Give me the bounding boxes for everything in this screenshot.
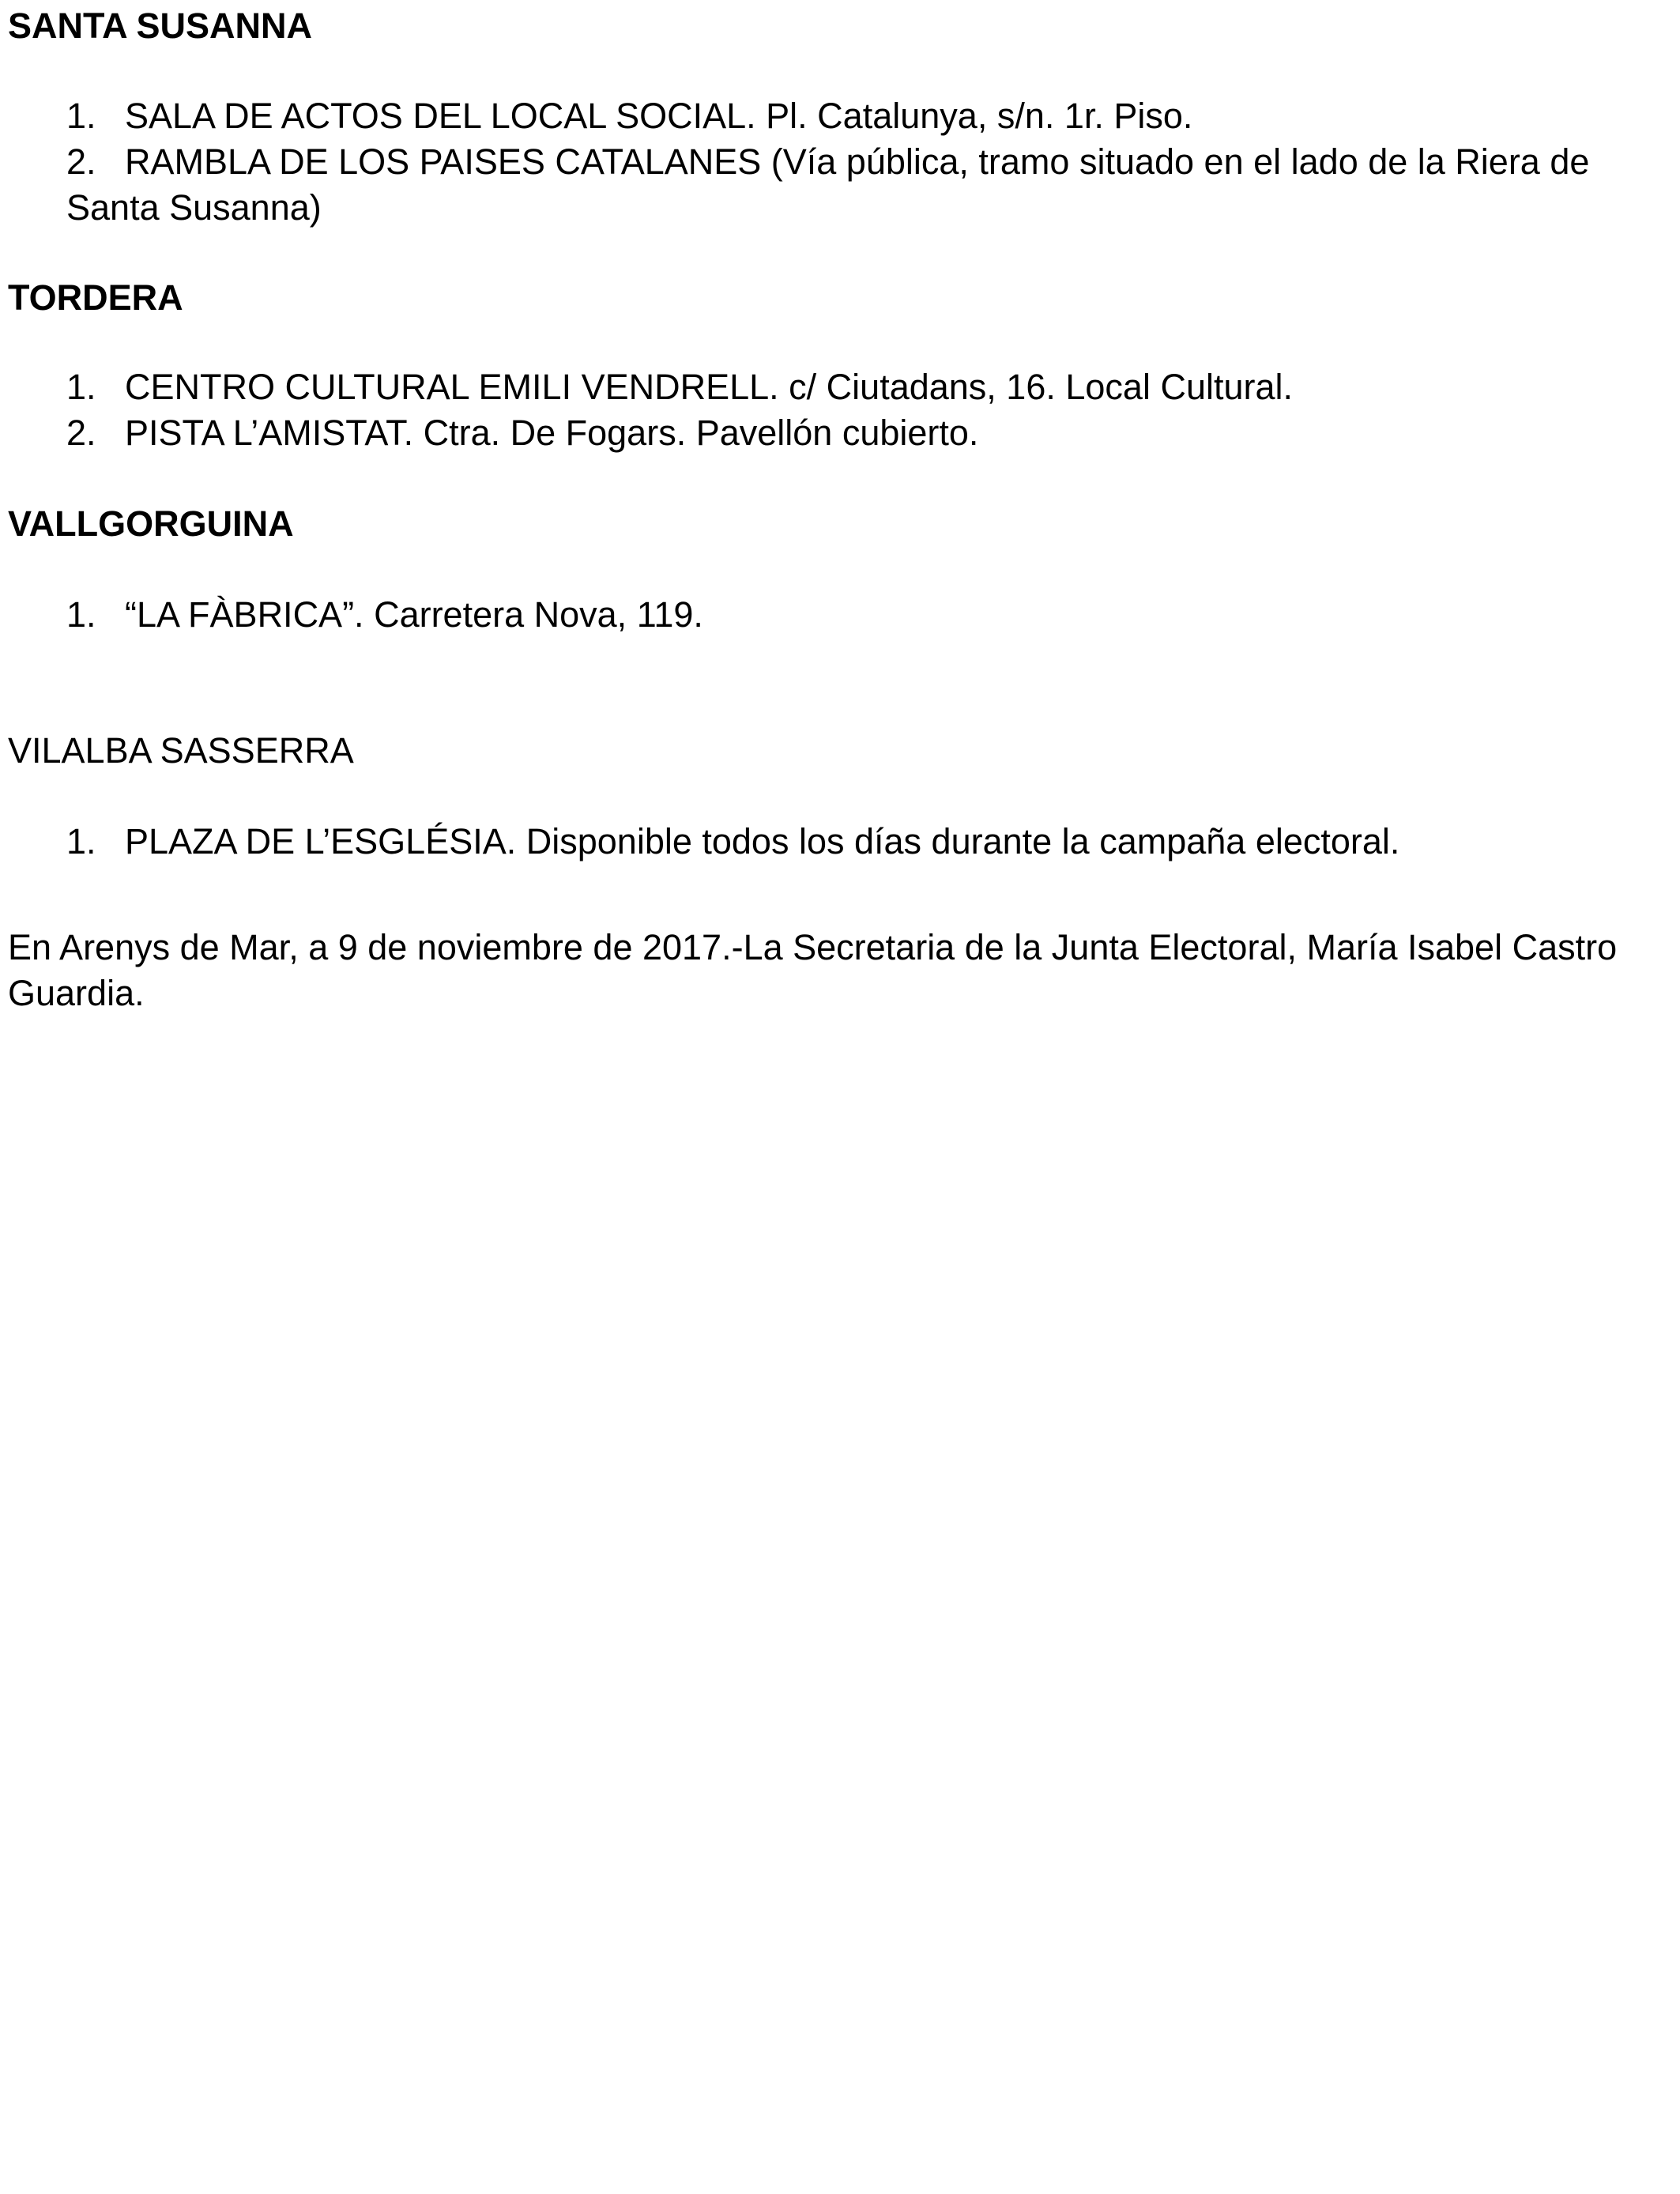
section-heading-tordera: TORDERA	[8, 277, 183, 318]
list-item-text: SALA DE ACTOS DEL LOCAL SOCIAL. Pl. Catalunya, s/n. 1r. Piso.	[125, 96, 1193, 136]
section-heading-vilalba-sasserra: VILALBA SASSERRA	[8, 730, 354, 771]
list-item-text: PISTA L’AMISTAT. Ctra. De Fogars. Pavellón cubierto.	[125, 413, 979, 453]
closing-paragraph: En Arenys de Mar, a 9 de noviembre de 2017.-La Secretaria de la Junta Electoral, María Isabel Castro Guardia.	[8, 927, 1618, 1013]
section-heading-santa-susanna: SANTA SUSANNA	[8, 6, 313, 46]
list-item-number: 1.	[66, 821, 96, 861]
list-item-number: 2.	[66, 141, 96, 182]
section-heading-vallgorguina: VALLGORGUINA	[8, 503, 294, 544]
list-item-text: PLAZA DE L’ESGLÉSIA. Disponible todos los días durante la campaña electoral.	[125, 821, 1400, 861]
list-item-number: 1.	[66, 594, 96, 635]
list-item-number: 2.	[66, 413, 96, 453]
list-item-number: 1.	[66, 367, 96, 407]
list-item-number: 1.	[66, 96, 96, 136]
list-item-text: “LA FÀBRICA”. Carretera Nova, 119.	[125, 594, 703, 635]
list-item-text: CENTRO CULTURAL EMILI VENDRELL. c/ Ciutadans, 16. Local Cultural.	[125, 367, 1294, 407]
list-item-text: RAMBLA DE LOS PAISES CATALANES (Vía pública, tramo situado en el lado de la Riera de Santa Susanna)	[66, 141, 1590, 228]
